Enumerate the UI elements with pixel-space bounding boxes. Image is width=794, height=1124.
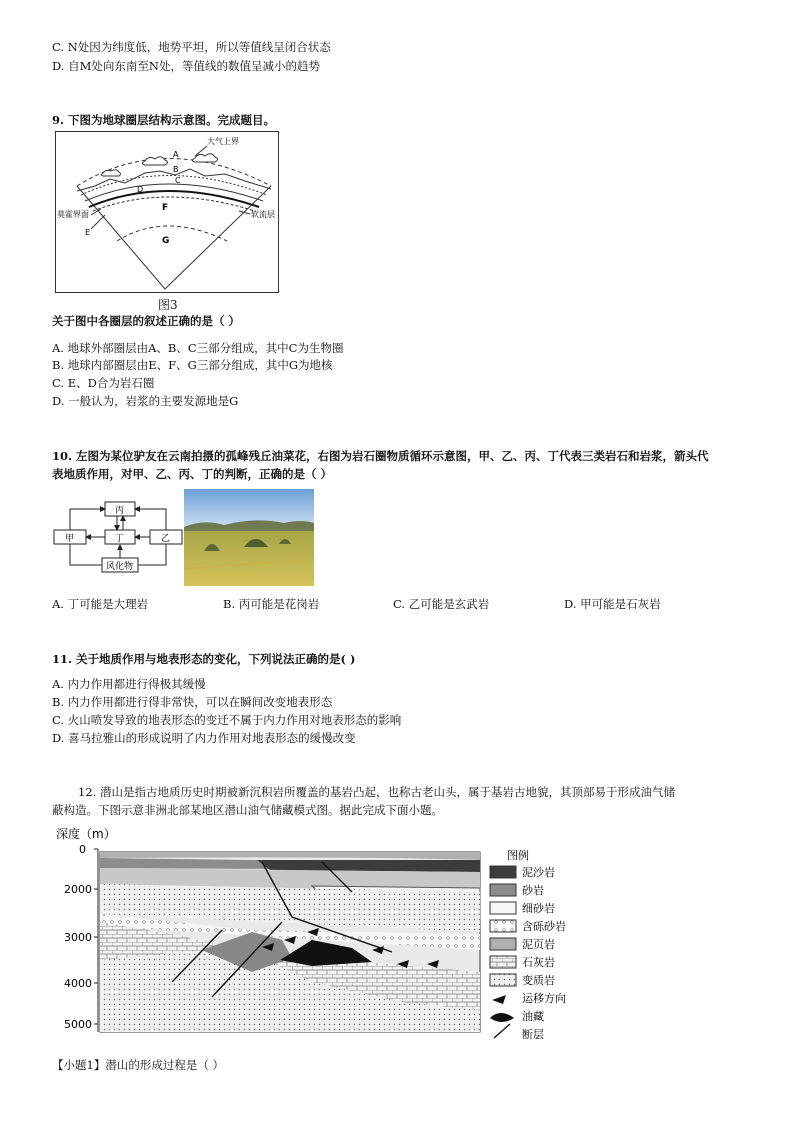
rock-cycle-diagram <box>52 500 184 580</box>
legend-limestone: 石灰岩 <box>522 956 555 969</box>
q9-option-c: C. E、D合为岩石圈 <box>52 376 155 390</box>
q10-option-a: A. 丁可能是大理岩 <box>52 597 149 611</box>
rapeseed-field-photo <box>184 489 314 586</box>
label-asthenosphere: 软流层 <box>251 210 275 219</box>
label-g: G <box>162 236 170 246</box>
q10-option-d: D. 甲可能是石灰岩 <box>564 597 661 611</box>
legend-fine-sandstone: 细砂岩 <box>522 902 555 915</box>
q10-option-b: B. 丙可能是花岗岩 <box>223 597 320 611</box>
legend-pebbly-sandstone: 含砾砂岩 <box>522 920 566 933</box>
q10-option-c: C. 乙可能是玄武岩 <box>393 597 490 611</box>
legend-title: 图例 <box>507 849 529 862</box>
q9-option-d: D. 一般认为，岩浆的主要发源地是G <box>52 394 239 408</box>
label-d: D <box>137 185 144 194</box>
q11-stem: 11. 关于地质作用与地表形态的变化，下列说法正确的是( ) <box>52 652 356 666</box>
tick-2000: 2000 <box>64 883 92 896</box>
buried-hill-oil-diagram <box>52 822 582 1050</box>
node-bing: 丙 <box>115 506 125 516</box>
q9-option-b: B. 地球内部圈层由E、F、G三部分组成，其中G为地核 <box>52 358 333 372</box>
node-yi: 乙 <box>161 534 171 544</box>
q12-stem-line1: 12. 潜山是指古地质历史时期被新沉积岩所覆盖的基岩凸起，也称古老山头，属于基岩古地貌，其顶部易于形成油气储 <box>78 785 675 799</box>
label-e: E <box>85 228 91 237</box>
label-a: A <box>173 150 179 159</box>
q9-question: 关于图中各圈层的叙述正确的是（ ） <box>52 314 241 328</box>
figure-caption: 图3 <box>158 298 178 312</box>
q8-option-c: C. N处因为纬度低，地势平坦，所以等值线呈闭合状态 <box>52 40 331 54</box>
q12-stem-line2: 蔽构造。下图示意非洲北部某地区潜山油气储藏模式图。据此完成下面小题。 <box>52 803 443 817</box>
legend-fault: 断层 <box>522 1028 544 1041</box>
q10-stem-line2: 表地质作用，对甲、乙、丙、丁的判断，正确的是（ ） <box>52 467 333 481</box>
tick-3000: 3000 <box>64 931 92 944</box>
node-weathering: 风化物 <box>106 562 134 572</box>
label-f: F <box>162 203 169 213</box>
q8-option-d: D. 自M处向东南至N处，等值线的数值呈减小的趋势 <box>52 59 320 73</box>
q12-sub1: 【小题1】潜山的形成过程是（ ） <box>52 1058 224 1072</box>
q9-stem: 9. 下图为地球圈层结构示意图。完成题目。 <box>52 113 276 127</box>
q11-option-c: C. 火山喷发导致的地表形态的变迁不属于内力作用对地表形态的影响 <box>52 713 402 727</box>
tick-0: 0 <box>79 843 86 856</box>
tick-4000: 4000 <box>64 977 92 990</box>
legend-metamorphic: 变质岩 <box>522 974 555 987</box>
label-upper-atmosphere: 大气上界 <box>207 137 239 146</box>
legend-migration: 运移方向 <box>522 992 566 1005</box>
q11-option-d: D. 喜马拉雅山的形成说明了内力作用对地表形态的缓慢改变 <box>52 731 356 745</box>
q10-stem-line1: 10. 左图为某位驴友在云南拍摄的孤峰残丘油菜花，右图为岩石圈物质循环示意图，甲、乙、丙、丁代表三类岩石和岩浆，箭头代 <box>52 449 709 463</box>
legend-oil-reservoir: 油藏 <box>522 1010 544 1023</box>
q9-option-a: A. 地球外部圈层由A、B、C三部分组成，其中C为生物圈 <box>52 341 344 355</box>
legend-shale: 泥页岩 <box>522 938 555 951</box>
label-c: C <box>175 176 181 185</box>
q11-option-b: B. 内力作用都进行得非常快，可以在瞬间改变地表形态 <box>52 695 333 709</box>
label-b: B <box>173 165 179 174</box>
q11-option-a: A. 内力作用都进行得极其缓慢 <box>52 677 206 691</box>
earth-layers-figure <box>55 131 279 293</box>
legend <box>490 865 566 1041</box>
legend-mudstone-sand: 泥沙岩 <box>522 866 555 879</box>
depth-axis-label: 深度（m） <box>56 827 116 841</box>
legend-sandstone: 砂岩 <box>522 884 544 897</box>
tick-5000: 5000 <box>64 1018 92 1031</box>
label-moho: 莫霍界面 <box>57 210 89 219</box>
cross-section <box>100 852 480 1032</box>
node-jia: 甲 <box>65 534 75 544</box>
node-ding: 丁 <box>115 534 125 544</box>
